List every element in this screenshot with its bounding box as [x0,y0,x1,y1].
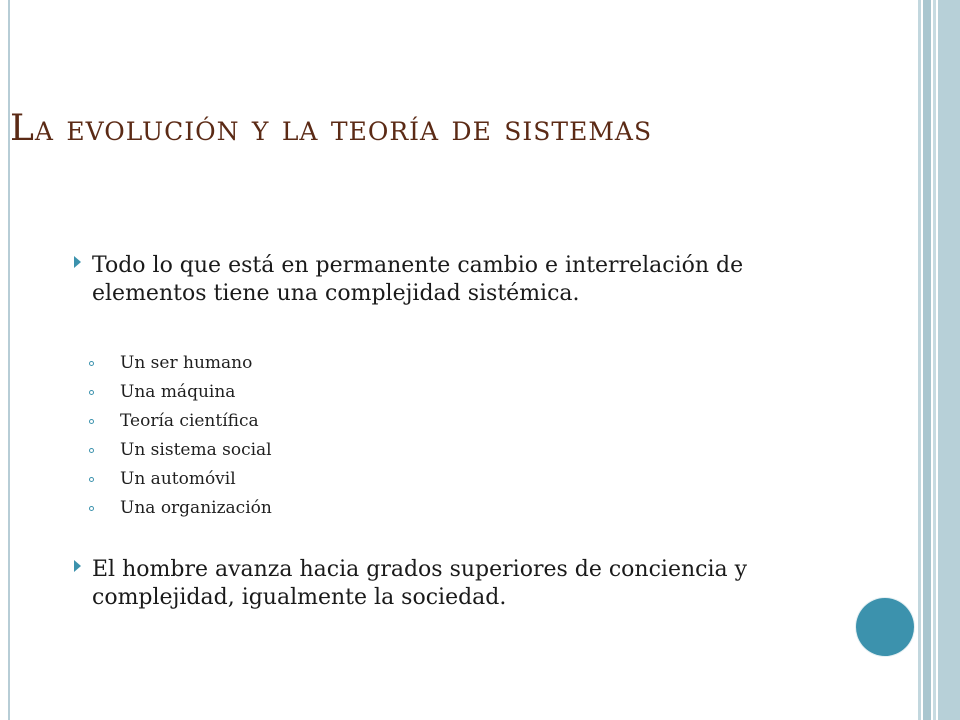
small-ring-icon [89,506,94,511]
right-decorative-band-4 [938,0,960,720]
triangle-arrow-icon [74,560,81,572]
sub-item-label: Una organización [120,498,272,518]
circle-decoration [856,598,914,656]
sub-item-label: Un ser humano [120,353,253,373]
right-decorative-band-3 [933,0,936,720]
bullet-text-2: El hombre avanza hacia grados superiores de conciencia y complejidad, igualmente la sociedad. [92,557,748,610]
sub-item-label: Un automóvil [120,469,236,489]
right-decorative-band-1 [918,0,921,720]
bullet-item-1 [74,252,834,308]
sub-item-label: Teoría científica [120,411,259,431]
sub-list-item [88,438,272,467]
triangle-arrow-icon [74,256,81,268]
sub-item-label: Una máquina [120,382,236,402]
sub-list [88,351,272,525]
small-ring-icon [89,419,94,424]
sub-list-item [88,409,272,438]
sub-list-item [88,380,272,409]
bullet-text-1: Todo lo que está en permanente cambio e interrelación de elementos tiene una complejidad sistémica. [92,253,744,306]
sub-list-item [88,496,272,525]
bullet-item-2 [74,556,834,612]
right-decorative-band-2 [923,0,931,720]
small-ring-icon [89,448,94,453]
small-ring-icon [89,361,94,366]
small-ring-icon [89,390,94,395]
slide-title: La evolución y la teoría de sistemas [10,108,653,149]
small-ring-icon [89,477,94,482]
sub-item-label: Un sistema social [120,440,272,460]
sub-list-item [88,467,272,496]
sub-list-item [88,351,272,380]
